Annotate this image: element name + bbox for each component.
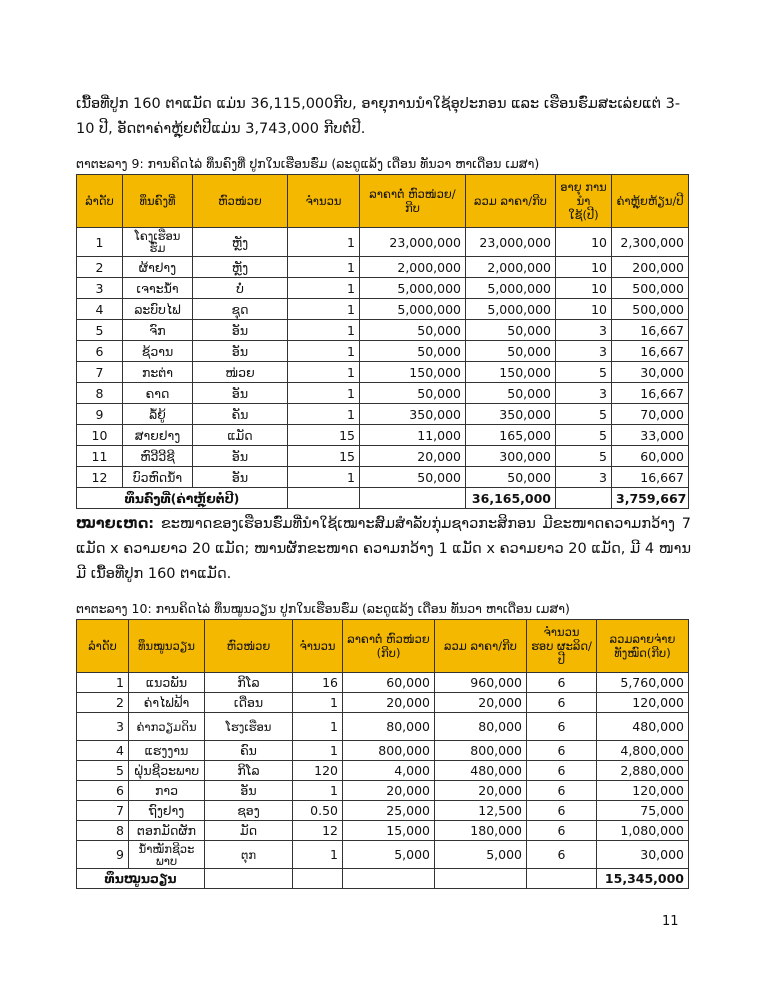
table-cell: 15 <box>288 446 360 467</box>
table-cell: 60,000 <box>343 673 435 693</box>
table-cell: 5 <box>556 425 612 446</box>
table-row <box>77 341 689 362</box>
table-cell: 10 <box>556 257 612 278</box>
table-cell: ຝຸ່ນຊີວະພາບ <box>129 761 205 781</box>
table-cell: ຊຸດ <box>193 299 288 320</box>
table-cell: ຖົງຢາງ <box>129 801 205 821</box>
table-cell: 500,000 <box>612 299 689 320</box>
table-header-cell: ຫົວໜ່ວຍ <box>205 620 293 673</box>
table-cell: 16,667 <box>612 320 689 341</box>
table-cell: 1 <box>77 228 123 257</box>
table-header-cell: ລວມລາຍຈ່າຍ ທັງໝົດ(ກີບ) <box>597 620 689 673</box>
table-cell: 6 <box>527 801 597 821</box>
table-row <box>77 467 689 488</box>
table-cell: 5 <box>77 761 129 781</box>
table-cell: 1 <box>288 404 360 425</box>
table-row <box>77 761 689 781</box>
table-cell: 1 <box>288 467 360 488</box>
table-cell: 1 <box>293 693 343 713</box>
table-cell: 3 <box>556 383 612 404</box>
table-cell: ມັດ <box>205 821 293 841</box>
table-cell: 60,000 <box>612 446 689 467</box>
table-header-cell: ລວມ ລາຄາ/ກີບ <box>435 620 527 673</box>
table-cell: 11 <box>77 446 123 467</box>
table-cell: 6 <box>527 821 597 841</box>
table-cell: ກິໂລ <box>205 761 293 781</box>
table-cell: ບໍ່ <box>193 278 288 299</box>
table-cell: ຈົກ <box>123 320 193 341</box>
table-cell: 16,667 <box>612 383 689 404</box>
table-cell: 6 <box>527 781 597 801</box>
table-cell: 6 <box>527 841 597 869</box>
note-label: ໝາຍເຫດ: <box>76 516 155 532</box>
table-cell: 8 <box>77 821 129 841</box>
table-cell: 1 <box>293 841 343 869</box>
table-cell <box>435 869 527 889</box>
table-cell: 2,000,000 <box>466 257 556 278</box>
page-number: 11 <box>662 914 679 929</box>
table-cell: ກາວ <box>129 781 205 801</box>
table-cell <box>360 488 466 509</box>
table-cell: 7 <box>77 801 129 821</box>
table-cell: ອັນ <box>193 341 288 362</box>
table-total-row <box>77 869 689 889</box>
table-cell <box>556 488 612 509</box>
table-cell: 150,000 <box>466 362 556 383</box>
table-cell: 75,000 <box>597 801 689 821</box>
table-cell: 4 <box>77 741 129 761</box>
table-cell: 12 <box>293 821 343 841</box>
table-cell <box>527 869 597 889</box>
table-cell: 6 <box>77 781 129 801</box>
table-cell: ແຮງງານ <box>129 741 205 761</box>
table-cell: ຕອກມັດຜັກ <box>129 821 205 841</box>
table-cell: 1 <box>293 741 343 761</box>
table-cell: 6 <box>527 673 597 693</box>
table-header-cell: ຈຳນວນ <box>293 620 343 673</box>
table-cell: ຊອງ <box>205 801 293 821</box>
table-cell: ອັນ <box>205 781 293 801</box>
fixed-cost-table <box>76 174 689 509</box>
table-cell: 3 <box>77 278 123 299</box>
table-cell: 25,000 <box>343 801 435 821</box>
table-cell: 480,000 <box>435 761 527 781</box>
table-cell: 180,000 <box>435 821 527 841</box>
table-cell: ແນວພັນ <box>129 673 205 693</box>
table-header-cell: ຄ່າຫຼຸ້ຍຫ້ຽນ/ປີ <box>612 175 689 228</box>
table-cell: 3 <box>556 467 612 488</box>
table-cell: 1 <box>288 341 360 362</box>
table-cell: 7 <box>77 362 123 383</box>
total-label: ທຶນໝູນວຽນ <box>77 869 205 889</box>
table-cell: 5,000 <box>343 841 435 869</box>
table-cell: 165,000 <box>466 425 556 446</box>
table-cell: ຫຼັງ <box>193 228 288 257</box>
note-paragraph <box>76 512 691 587</box>
table-cell: 5 <box>77 320 123 341</box>
table-cell: 5,000 <box>435 841 527 869</box>
table-cell: ອັນ <box>193 467 288 488</box>
table-cell: ຄ່າກວຽມດິນ <box>129 713 205 741</box>
table-cell: 20,000 <box>435 781 527 801</box>
table-header-cell: ລາຄາຕໍ່ ຫົວໜ່ວຍ (ກີບ) <box>343 620 435 673</box>
table-cell: 50,000 <box>466 383 556 404</box>
table-cell: 20,000 <box>343 693 435 713</box>
table-cell: 50,000 <box>466 341 556 362</box>
table-cell: 50,000 <box>360 320 466 341</box>
table-row <box>77 673 689 693</box>
table-cell: ຜ້າຢາງ <box>123 257 193 278</box>
table-cell: 800,000 <box>343 741 435 761</box>
table-cell: 5 <box>556 446 612 467</box>
table-header-cell: ຈຳນວນ <box>288 175 360 228</box>
table-cell: 4,000 <box>343 761 435 781</box>
table-cell: 150,000 <box>360 362 466 383</box>
table-cell: 50,000 <box>466 467 556 488</box>
table-cell: 1 <box>288 278 360 299</box>
table10-caption: ຕາຕະລາງ 10: ການຄິດໄລ່ ທຶນໝູນວຽນ ປູກໃນເຮືອນຮົ່ມ (ລະດູແລ້ງ ເດືອນ ທັນວາ ຫາເດືອນ ເມສາ) <box>76 601 570 616</box>
table-cell: 6 <box>527 761 597 781</box>
table-cell: 9 <box>77 404 123 425</box>
table-cell: 6 <box>527 693 597 713</box>
table-cell: 5,000,000 <box>360 278 466 299</box>
table-cell: ນ້ຳໝັກຊີວະພາບ <box>129 841 205 869</box>
table-cell: 960,000 <box>435 673 527 693</box>
table-row <box>77 425 689 446</box>
table-cell: 10 <box>556 278 612 299</box>
table-cell: ຄ່າໄຟຟ້າ <box>129 693 205 713</box>
total-value: 15,345,000 <box>597 869 689 889</box>
table-cell: 3 <box>77 713 129 741</box>
total-depreciation: 3,759,667 <box>612 488 689 509</box>
table-cell: 15 <box>288 425 360 446</box>
table-cell: 16 <box>293 673 343 693</box>
table-cell: 16,667 <box>612 467 689 488</box>
table-cell: 70,000 <box>612 404 689 425</box>
table-cell: 1 <box>293 781 343 801</box>
table-cell: 80,000 <box>343 713 435 741</box>
table-cell: 200,000 <box>612 257 689 278</box>
table-cell: 500,000 <box>612 278 689 299</box>
table-cell: 10 <box>556 228 612 257</box>
table-cell: 120,000 <box>597 693 689 713</box>
table-cell: 10 <box>77 425 123 446</box>
table-cell: 1 <box>288 362 360 383</box>
table-cell: 23,000,000 <box>360 228 466 257</box>
table-header-cell: ລາຄາຕໍ່ ຫົວໜ່ວຍ/ກີບ <box>360 175 466 228</box>
table-row <box>77 278 689 299</box>
table-row <box>77 228 689 257</box>
table-cell: ສາຍຢາງ <box>123 425 193 446</box>
table-cell: 350,000 <box>360 404 466 425</box>
table-cell: 80,000 <box>435 713 527 741</box>
table-cell: ເດືອນ <box>205 693 293 713</box>
table-cell: 5,760,000 <box>597 673 689 693</box>
table-cell: 120,000 <box>597 781 689 801</box>
table-cell: ຄົນ <box>205 741 293 761</box>
table-cell: 5 <box>556 362 612 383</box>
table-cell: 480,000 <box>597 713 689 741</box>
table-cell: ໜ່ວຍ <box>193 362 288 383</box>
table-cell: 8 <box>77 383 123 404</box>
table-row <box>77 404 689 425</box>
table-cell: ອັນ <box>193 320 288 341</box>
table-cell: ແມັດ <box>193 425 288 446</box>
table-cell: 6 <box>527 741 597 761</box>
table-cell: ຄັນ <box>193 404 288 425</box>
table-cell: 9 <box>77 841 129 869</box>
table-cell: 1 <box>77 673 129 693</box>
table-header-cell: ຈຳນວນ ຮອບ ຜະລິດ/ປີ <box>527 620 597 673</box>
table-cell: 23,000,000 <box>466 228 556 257</box>
table-cell: 6 <box>77 341 123 362</box>
table-row <box>77 257 689 278</box>
table-total-row <box>77 488 689 509</box>
table-header-cell: ທຶນໝູນວຽນ <box>129 620 205 673</box>
table-header-cell: ອາຍຸ ການນຳ ໃຊ້(ປີ) <box>556 175 612 228</box>
table-cell: 15,000 <box>343 821 435 841</box>
table-cell: 10 <box>556 299 612 320</box>
table-cell: 50,000 <box>360 467 466 488</box>
table-cell: 5,000,000 <box>466 299 556 320</box>
table-header-cell: ທຶນຄົງທີ່ <box>123 175 193 228</box>
table-header-row <box>77 175 689 228</box>
table-cell: 30,000 <box>612 362 689 383</box>
table-cell: 5 <box>556 404 612 425</box>
table-cell: 1 <box>288 383 360 404</box>
table-cell: ຄາດ <box>123 383 193 404</box>
table-cell: 5,000,000 <box>360 299 466 320</box>
table-cell: ລະບົບໄຟ <box>123 299 193 320</box>
table-cell: ຫຼັງ <box>193 257 288 278</box>
table-cell: 120 <box>293 761 343 781</box>
table-cell: 1 <box>288 228 360 257</box>
table-row <box>77 693 689 713</box>
table-cell: 1 <box>288 320 360 341</box>
table-cell: 50,000 <box>360 341 466 362</box>
table-cell: 800,000 <box>435 741 527 761</box>
table-cell: 11,000 <box>360 425 466 446</box>
table-row <box>77 801 689 821</box>
table-cell: 20,000 <box>360 446 466 467</box>
table-cell: 5,000,000 <box>466 278 556 299</box>
table-cell: 3 <box>556 320 612 341</box>
table-cell: 16,667 <box>612 341 689 362</box>
table-cell: 12,500 <box>435 801 527 821</box>
note-text: ຂະໜາດຂອງເຮືອນຮົ່ມທີ່ນຳໃຊ້ເໝາະສົມສຳລັບກຸ່ມຊາວກະສິກອນ ມີຂະໜາດຄວາມກວ້າງ 7 ແມັດ x ຄວາມຍາວ 20 ແມັດ; ໜານຜັກຂະໜາດ ຄວາມກວ້າງ 1 ແມັດ x ຄວາມຍາວ 20 ແມັດ, ມີ 4 ໜານ ມີ ເນື້ອທີ່ປູກ 160 ຕາແມັດ. <box>76 516 691 582</box>
table-cell: 2,880,000 <box>597 761 689 781</box>
table-cell: 3 <box>556 341 612 362</box>
table-cell: ເຈາະນ້ຳ <box>123 278 193 299</box>
table-row <box>77 841 689 869</box>
table-cell: 1 <box>293 713 343 741</box>
table-cell: 4 <box>77 299 123 320</box>
table-cell: ຫົວີວີຊີ <box>123 446 193 467</box>
table-cell: 1,080,000 <box>597 821 689 841</box>
table-cell: 1 <box>288 299 360 320</box>
table-cell: 20,000 <box>435 693 527 713</box>
table-cell <box>288 488 360 509</box>
table-cell: 20,000 <box>343 781 435 801</box>
table-header-row <box>77 620 689 673</box>
table-cell: 2,000,000 <box>360 257 466 278</box>
total-label: ທຶນຄົງທີ່(ຄ່າຫຼຸ້ຍຕໍ່ປີ) <box>77 488 288 509</box>
table-cell: ຕຸກ <box>205 841 293 869</box>
table-header-cell: ລຳດັບ <box>77 175 123 228</box>
table-header-cell: ລຳດັບ <box>77 620 129 673</box>
table-row <box>77 713 689 741</box>
table-cell: ອັນ <box>193 446 288 467</box>
table-row <box>77 821 689 841</box>
table-cell: 2 <box>77 693 129 713</box>
table-header-cell: ຫົວໜ່ວຍ <box>193 175 288 228</box>
table-cell: ກິໂລ <box>205 673 293 693</box>
table-row <box>77 320 689 341</box>
table-cell: 6 <box>527 713 597 741</box>
table-cell: 2,300,000 <box>612 228 689 257</box>
table-cell: ລໍ້ຍູ້ <box>123 404 193 425</box>
table-cell: ໂຮງເຮືອນ <box>205 713 293 741</box>
table-row <box>77 446 689 467</box>
table-cell: 33,000 <box>612 425 689 446</box>
table-cell: ບົວຫົດນ້ຳ <box>123 467 193 488</box>
working-capital-table <box>76 619 689 889</box>
table-cell: 350,000 <box>466 404 556 425</box>
total-sum: 36,165,000 <box>466 488 556 509</box>
table-cell <box>293 869 343 889</box>
table-cell <box>205 869 293 889</box>
table-cell: 300,000 <box>466 446 556 467</box>
table-cell: 4,800,000 <box>597 741 689 761</box>
table-cell: 0.50 <box>293 801 343 821</box>
table-cell: 50,000 <box>466 320 556 341</box>
table-cell <box>343 869 435 889</box>
table-row <box>77 383 689 404</box>
table-cell: 1 <box>288 257 360 278</box>
table-header-cell: ລວມ ລາຄາ/ກີບ <box>466 175 556 228</box>
table-row <box>77 299 689 320</box>
table-cell: ກະຕ່າ <box>123 362 193 383</box>
table-cell: 2 <box>77 257 123 278</box>
table-cell: 50,000 <box>360 383 466 404</box>
table9-caption: ຕາຕະລາງ 9: ການຄິດໄລ່ ທຶນຄົງທີ່ ປູກໃນເຮືອນຮົ່ມ (ລະດູແລ້ງ ເດືອນ ທັນວາ ຫາເດືອນ ເມສາ) <box>76 156 540 171</box>
table-cell: ອັນ <box>193 383 288 404</box>
table-cell: 30,000 <box>597 841 689 869</box>
table-cell: ໂຄງເຮືອນຮົ່ມ <box>123 228 193 257</box>
table-cell: ຊ້ວານ <box>123 341 193 362</box>
table-cell: 12 <box>77 467 123 488</box>
table-row <box>77 781 689 801</box>
table-row <box>77 362 689 383</box>
table-row <box>77 741 689 761</box>
intro-paragraph: ເນື້ອທີ່ປູກ 160 ຕາແມັດ ແມ່ນ 36,115,000ກີບ, ອາຍຸການນຳໃຊ້ອຸປະກອນ ແລະ ເຮືອນຮົ່ມສະເລ່ຍແຕ່ 3-10 ປີ, ອັດຕາຄ່າຫຼຸ້ຍຕໍ່ປີແມ່ນ 3,743,000 ກີບຕໍ່ປີ. <box>76 96 681 137</box>
